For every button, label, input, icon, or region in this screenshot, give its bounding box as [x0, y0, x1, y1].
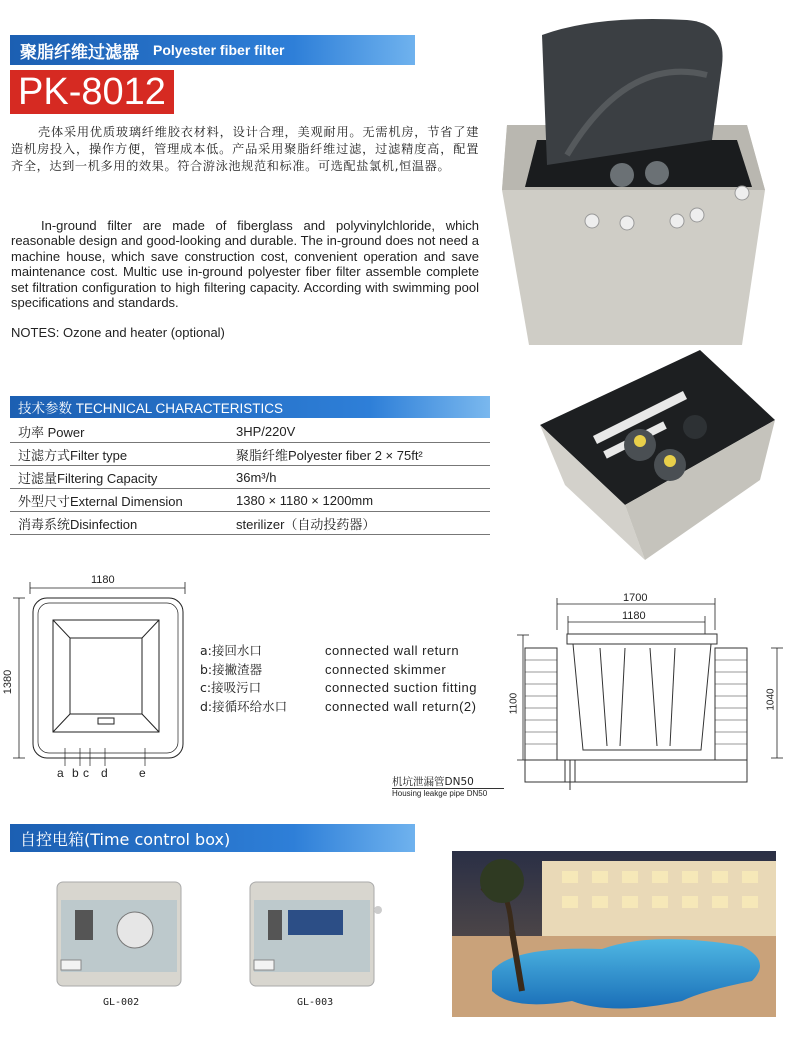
spec-label: 过滤方式Filter type	[10, 443, 236, 466]
legend-item: c:接吸污口	[200, 680, 262, 695]
top-view-drawing	[5, 570, 200, 785]
spec-value: 36m³/h	[236, 466, 490, 489]
title-en: Polyester fiber filter	[153, 42, 285, 58]
dim-outer: 1700	[623, 592, 648, 604]
caption-gl003: GL-003	[297, 997, 334, 1008]
table-row	[10, 443, 490, 466]
filter-interior-image	[535, 345, 780, 565]
marker-e: e	[139, 766, 146, 780]
drain-label-cn: 机坑泄漏管DN50	[392, 776, 474, 788]
table-row	[10, 512, 490, 535]
legend-cn	[200, 642, 287, 716]
dim-left: 1100	[508, 692, 520, 715]
spec-label: 过滤量Filtering Capacity	[10, 466, 236, 489]
legend-en	[325, 642, 477, 716]
spec-label: 外型尺寸External Dimension	[10, 489, 236, 512]
control-title: 自控电箱(Time control box)	[20, 829, 231, 849]
control-box-gl002-image	[55, 880, 185, 990]
marker-d: d	[101, 766, 108, 780]
spec-value: sterilizer（自动投药器）	[236, 512, 490, 535]
specs-title: 技术参数 TECHNICAL CHARACTERISTICS	[18, 401, 284, 416]
title-cn: 聚脂纤维过滤器	[20, 42, 139, 63]
model-number: PK-8012	[10, 70, 174, 114]
pool-photo	[452, 851, 776, 1017]
top-view-height: 1380	[2, 669, 15, 695]
marker-a: a	[57, 766, 64, 780]
caption-gl002: GL-002	[103, 997, 140, 1008]
legend-item: b:接撇渣器	[200, 661, 263, 677]
description-cn: 壳体采用优质玻璃纤维胶衣材料，设计合理，美观耐用。无需机房，节省了建造机房投入，操作方便，管理成本低。产品采用聚脂纤维过滤，过滤精度高，配置齐全，达到一机多用的效果。符合游泳池规范和标准。可选配盐氯机,恒温器。	[11, 125, 479, 173]
legend-item: connected skimmer	[325, 661, 447, 677]
description-en: In-ground filter are made of fiberglass and polyvinylchloride, which reasonable design and good-looking and durable. The in-ground does not need a machine house, which save construction cost, convenient operation and save maintenance cost. Multic use in-ground polyester fiber filter assemble complete set filtration configuration to high filtering capacity. According with swimming pool specifications and standards.	[11, 218, 479, 311]
section-header-filter	[10, 35, 415, 65]
spec-value: 1380 × 1180 × 1200mm	[236, 489, 490, 512]
specs-table	[10, 420, 490, 535]
legend-item: d:接循环给水口	[200, 698, 288, 714]
notes: NOTES: Ozone and heater (optional)	[11, 325, 225, 340]
spec-value: 聚脂纤维Polyester fiber 2 × 75ft²	[236, 443, 490, 466]
control-box-gl003-image	[248, 880, 383, 990]
spec-value: 3HP/220V	[236, 420, 490, 443]
legend-item: connected wall return	[325, 643, 460, 658]
table-row	[10, 489, 490, 512]
top-view-width: 1180	[91, 574, 115, 586]
legend-item: connected suction fitting	[325, 680, 477, 695]
drain-leader-line	[392, 788, 504, 789]
dim-inner: 1180	[622, 610, 646, 622]
section-header-control	[10, 824, 415, 852]
side-view-drawing	[505, 590, 790, 790]
spec-label: 消毒系统Disinfection	[10, 512, 236, 535]
table-row	[10, 420, 490, 443]
filter-open-lid-image	[497, 15, 782, 345]
spec-label: 功率 Power	[10, 420, 236, 443]
marker-b: b	[72, 766, 79, 780]
legend-item: connected wall return(2)	[325, 698, 477, 714]
table-row	[10, 466, 490, 489]
drain-label-en: Housing leakge pipe DN50	[392, 789, 488, 798]
dim-right: 1040	[765, 688, 777, 711]
specs-header	[10, 396, 490, 418]
marker-c: c	[83, 766, 89, 780]
legend-item: a:接回水口	[200, 643, 262, 658]
